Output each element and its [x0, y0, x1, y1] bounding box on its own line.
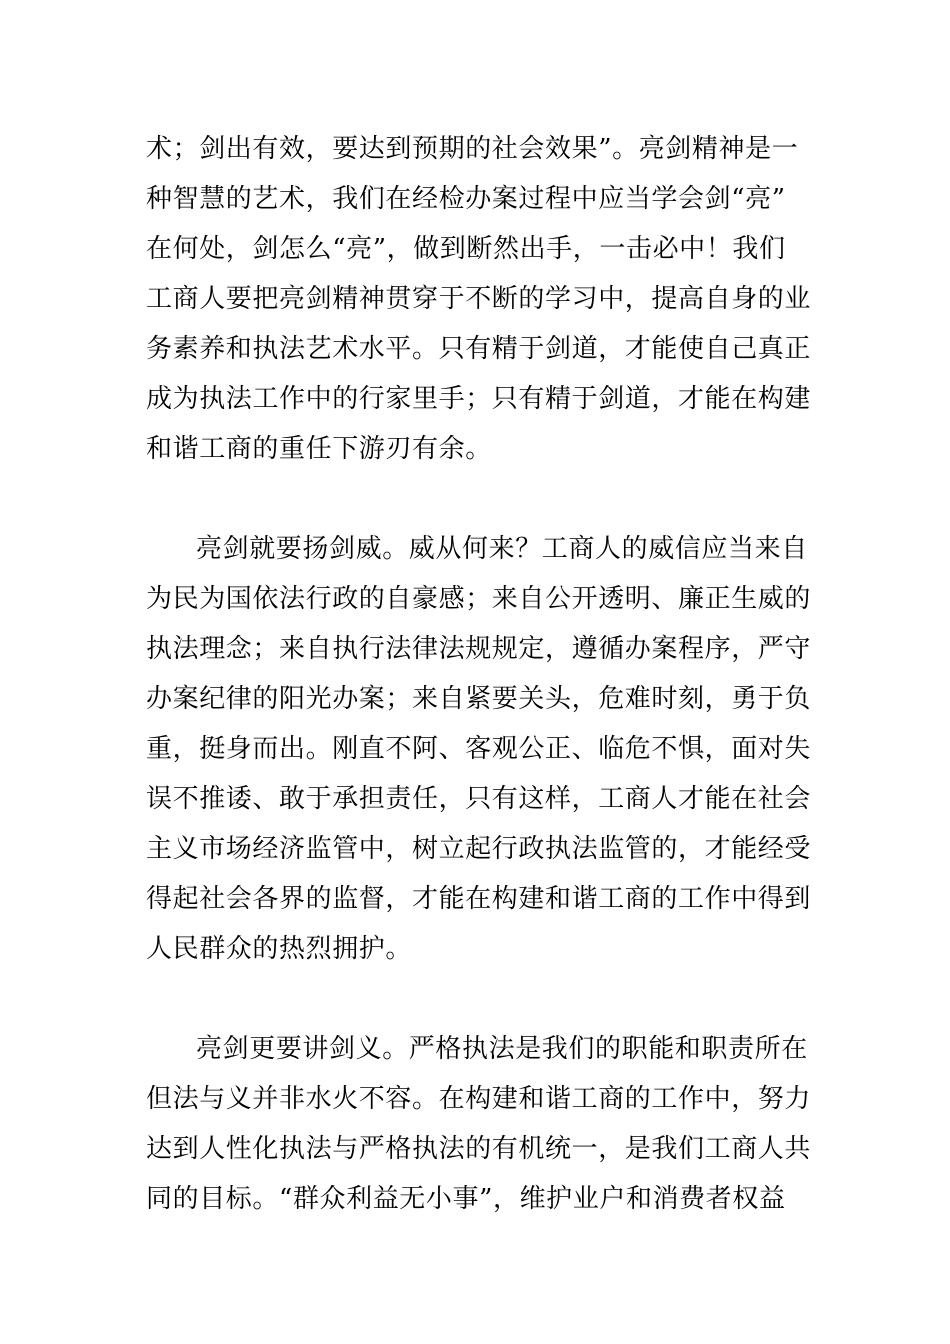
text-line: 术；剑出有效，要达到预期的社会效果”。亮剑精神是一 [146, 134, 799, 164]
text-line: 种智慧的艺术，我们在经检办案过程中应当学会剑“亮” [146, 184, 786, 214]
text-line: 人民群众的热烈拥护。 [146, 934, 413, 964]
text-line: 亮剑更要讲剑义。严格执法是我们的职能和职责所在 [196, 1034, 808, 1064]
text-line: 误不推诿、敢于承担责任，只有这样，工商人才能在社会 [146, 784, 812, 814]
text-line: 达到人性化执法与严格执法的有机统一，是我们工商人共 [146, 1134, 812, 1164]
text-line: 主义市场经济监管中，树立起行政执法监管的，才能经受 [146, 834, 812, 864]
text-line: 为民为国依法行政的自豪感；来自公开透明、廉正生威的 [146, 584, 812, 614]
text-line: 成为执法工作中的行家里手；只有精于剑道，才能在构建 [146, 384, 812, 414]
text-line: 同的目标。“群众利益无小事”，维护业户和消费者权益 [146, 1184, 786, 1214]
text-line: 但法与义并非水火不容。在构建和谐工商的工作中，努力 [146, 1084, 812, 1114]
text-line: 务素养和执法艺术水平。只有精于剑道，才能使自己真正 [146, 334, 812, 364]
text-line: 办案纪律的阳光办案；来自紧要关头，危难时刻，勇于负 [146, 684, 812, 714]
text-line: 在何处，剑怎么“亮”，做到断然出手，一击必中！我们 [146, 234, 786, 264]
text-line: 重，挺身而出。刚直不阿、客观公正、临危不惧，面对失 [146, 734, 812, 764]
text-line: 执法理念；来自执行法律法规规定，遵循办案程序，严守 [146, 634, 812, 664]
text-line: 得起社会各界的监督，才能在构建和谐工商的工作中得到 [146, 884, 812, 914]
text-line: 亮剑就要扬剑威。威从何来？工商人的威信应当来自 [196, 534, 808, 564]
text-line: 和谐工商的重任下游刃有余。 [146, 434, 492, 464]
text-line: 工商人要把亮剑精神贯穿于不断的学习中，提高自身的业 [146, 284, 812, 314]
